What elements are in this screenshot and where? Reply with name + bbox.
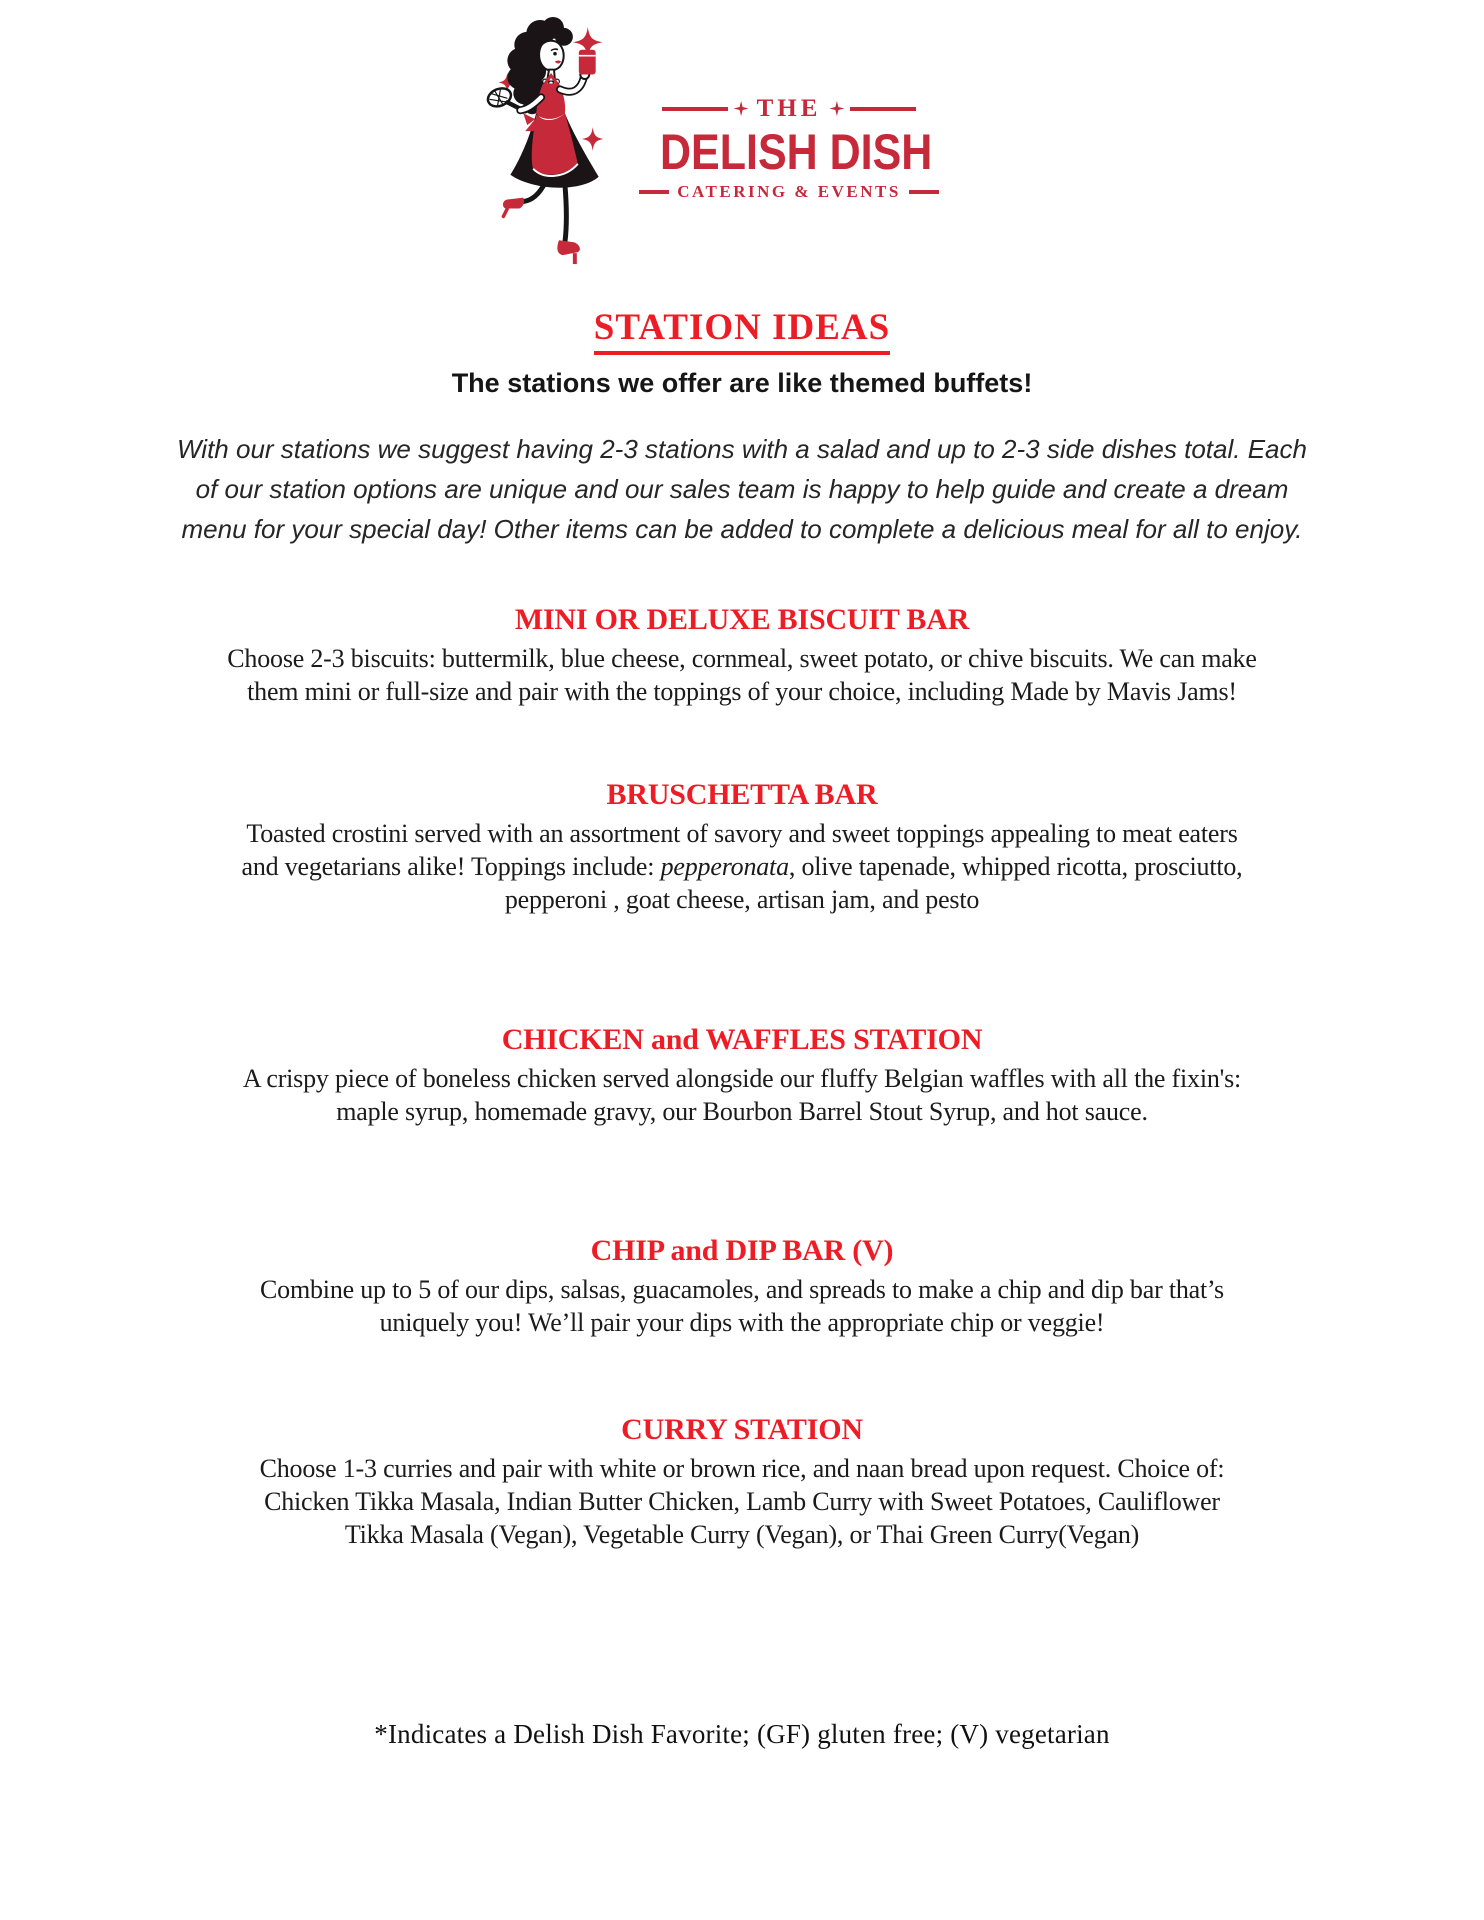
brand-tagline: CATERING & EVENTS xyxy=(677,181,901,201)
section-body-text: , olive tapenade, whipped ricotta, prosciutto, pepperoni , goat cheese, artisan jam, and pesto xyxy=(504,852,1243,914)
page-title-text: STATION IDEAS xyxy=(594,306,890,355)
section-bruschetta-bar xyxy=(0,778,1484,916)
pinup-woman-illustration xyxy=(485,14,625,272)
section-body-italic-term: pepperonata xyxy=(660,852,789,881)
logo-tagline-row xyxy=(639,182,939,202)
logo-word-the: THE xyxy=(756,94,822,122)
footer xyxy=(0,1719,1484,1750)
logo-the-row xyxy=(639,95,939,123)
section-chicken-and-waffles-station xyxy=(0,1023,1484,1128)
section-body-text: Toasted crostini served with an assortment of savory and sweet toppings appealing to meat eaters and vegetarians alike! Toppings include: xyxy=(241,819,1238,881)
logo-text xyxy=(639,95,939,202)
brand-logo xyxy=(0,0,1454,272)
brand-name: DELISH DISH xyxy=(660,123,933,180)
page-subtitle: The stations we offer are like themed buffets! xyxy=(451,368,1033,398)
section-title: CHIP and DIP BAR (V) xyxy=(590,1234,894,1267)
decorative-rule xyxy=(662,107,728,111)
section-body: A crispy piece of boneless chicken served alongside our fluffy Belgian waffles with all the fixin's: maple syrup, homemade gravy, our Bourbon Barrel Stout Syrup, and hot sauce. xyxy=(242,1064,1242,1126)
section-title: MINI OR DELUXE BISCUIT BAR xyxy=(514,603,970,636)
legend-note: *Indicates a Delish Dish Favorite; (GF) gluten free; (V) vegetarian xyxy=(374,1719,1110,1749)
section-title: BRUSCHETTA BAR xyxy=(606,778,878,811)
section-mini-or-deluxe-biscuit-bar xyxy=(0,603,1484,708)
decorative-rule xyxy=(909,190,939,194)
section-chip-and-dip-bar xyxy=(0,1234,1484,1339)
section-body: Choose 1-3 curries and pair with white or brown rice, and naan bread upon request. Choice of: Chicken Tikka Masala, Indian Butter Chicken, Lamb Curry with Sweet Potatoes, Cauliflower Tikka Masala (Vegan), Vegetable Curry (Vegan), or Thai Green Curry(Vegan) xyxy=(259,1454,1225,1549)
sparkle-icon xyxy=(829,101,844,116)
section-body: Choose 2-3 biscuits: buttermilk, blue cheese, cornmeal, sweet potato, or chive biscuits. We can make them mini or full-size and pair with the toppings of your choice, including Made by Mavis Jams! xyxy=(227,644,1257,706)
decorative-rule xyxy=(639,190,669,194)
section-curry-station xyxy=(0,1413,1484,1551)
section-title: CHICKEN and WAFFLES STATION xyxy=(501,1023,983,1056)
decorative-rule xyxy=(850,107,916,111)
section-title: CURRY STATION xyxy=(621,1413,863,1446)
intro-paragraph: With our stations we suggest having 2-3 stations with a salad and up to 2-3 side dishes total. Each of our station options are unique and our sales team is happy to help guide and create a dream menu for your special day! Other items can be added to complete a delicious meal for all to enjoy. xyxy=(177,434,1307,544)
page-title xyxy=(0,306,1484,355)
section-body: Combine up to 5 of our dips, salsas, guacamoles, and spreads to make a chip and dip bar that’s uniquely you! We’ll pair your dips with the appropriate chip or veggie! xyxy=(260,1275,1224,1337)
sparkle-icon xyxy=(734,101,749,116)
section-body xyxy=(241,817,1244,916)
